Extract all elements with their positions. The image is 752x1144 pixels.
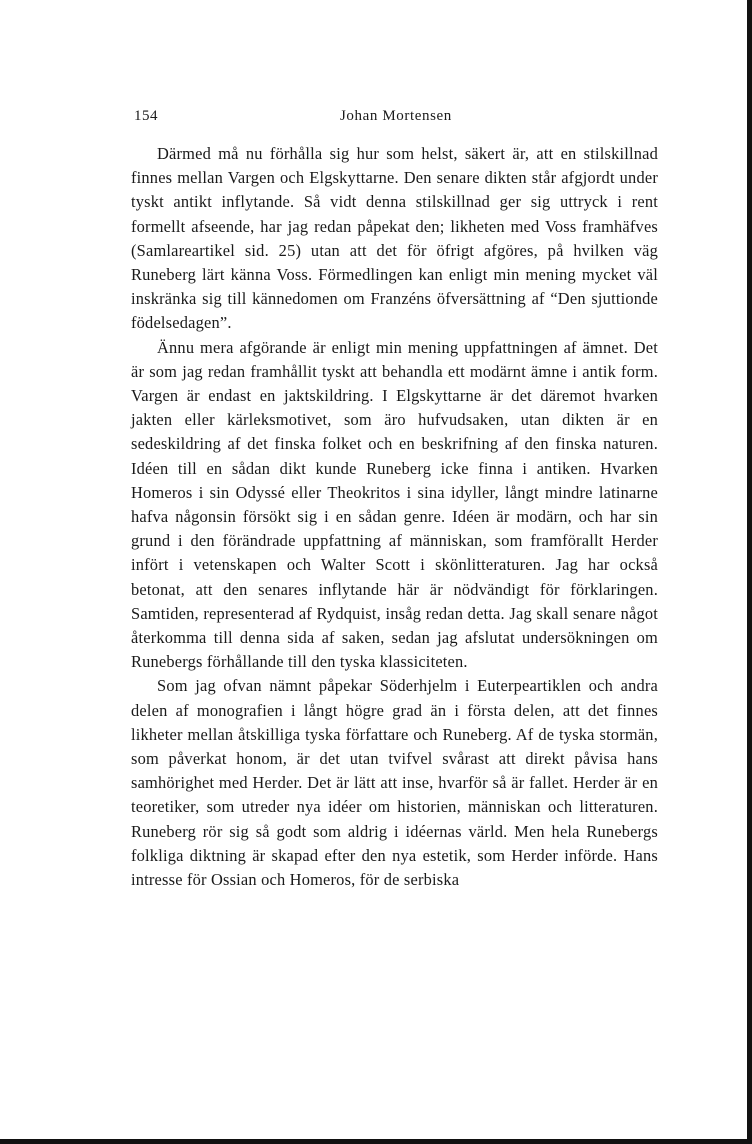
paragraph: Ännu mera afgörande är enligt min mening uppfattningen af ämnet. Det är som jag redan framhållit tyskt att behandla ett modärnt ämne i antik form. Vargen är endast en jaktskildring. I Elgskyttarne är det däremot hvarken jakten eller kärleksmotivet, som äro hufvudsaken, utan dikten är en sedeskildring af det finska folket och en beskrifning af den finska naturen. Idéen till en sådan dikt kunde Runeberg icke finna i antiken. Hvarken Homeros i sin Odyssé eller Theokritos i sina idyller, långt mindre latinarne hafva någonsin försökt sig i en sådan genre. Idéen är modärn, och har sin grund i den förändrade uppfattning af människan, som framförallt Herder infört i vetenskapen och Walter Scott i skönlitteraturen. Jag har också betonat, att den senares inflytande här är nödvändigt för förklaringen. Samtiden, representerad af Rydquist, insåg redan detta. Jag skall senare något återkomma till denna sida af saken, sedan jag afslutat undersökningen om Runebergs förhållande till den tyska klassiciteten. <box>131 337 658 672</box>
paragraph: Som jag ofvan nämnt påpekar Söderhjelm i Euterpeartiklen och andra delen af monografien i långt högre grad än i första delen, att det finnes likheter mellan åtskilliga tyska författare och Runeberg. Af de tyska stormän, som påverkat honom, är det utan tvifvel svårast att direkt påvisa hans samhörighet med Herder. Det är lätt att inse, hvarför så är fallet. Herder är en teoretiker, som utreder nya idéer om historien, människan och litteraturen. Runeberg rör sig så godt som aldrig i idéernas värld. Men hela Runebergs folkliga diktning är skapad efter den nya estetik, som Herder införde. Hans intresse för Ossian och Homeros, för de serbiska <box>131 676 658 890</box>
page-header <box>134 108 658 130</box>
scan-edge-right <box>747 0 752 1144</box>
running-head: Johan Mortensen <box>340 108 452 124</box>
page-number: 154 <box>134 108 158 124</box>
scan-edge-bottom <box>0 1139 752 1144</box>
paragraph: Därmed må nu förhålla sig hur som helst, säkert är, att en stilskillnad finnes mellan Vargen och Elgskyttarne. Den senare dikten står afgjordt under tyskt antikt inflytande. Så vidt denna stilskillnad ger sig uttryck i rent formellt afseende, har jag redan påpekat den; likheten med Voss framhäfves (Samlareartikel sid. 25) utan att det för öfrigt afgöres, på hvilken väg Runeberg lärt känna Voss. Förmedlingen kan enligt min mening mycket väl inskränka sig till kännedomen om Franzéns öfversättning af “Den sjuttionde födelsedagen”. <box>131 144 658 333</box>
body-text <box>131 142 658 892</box>
